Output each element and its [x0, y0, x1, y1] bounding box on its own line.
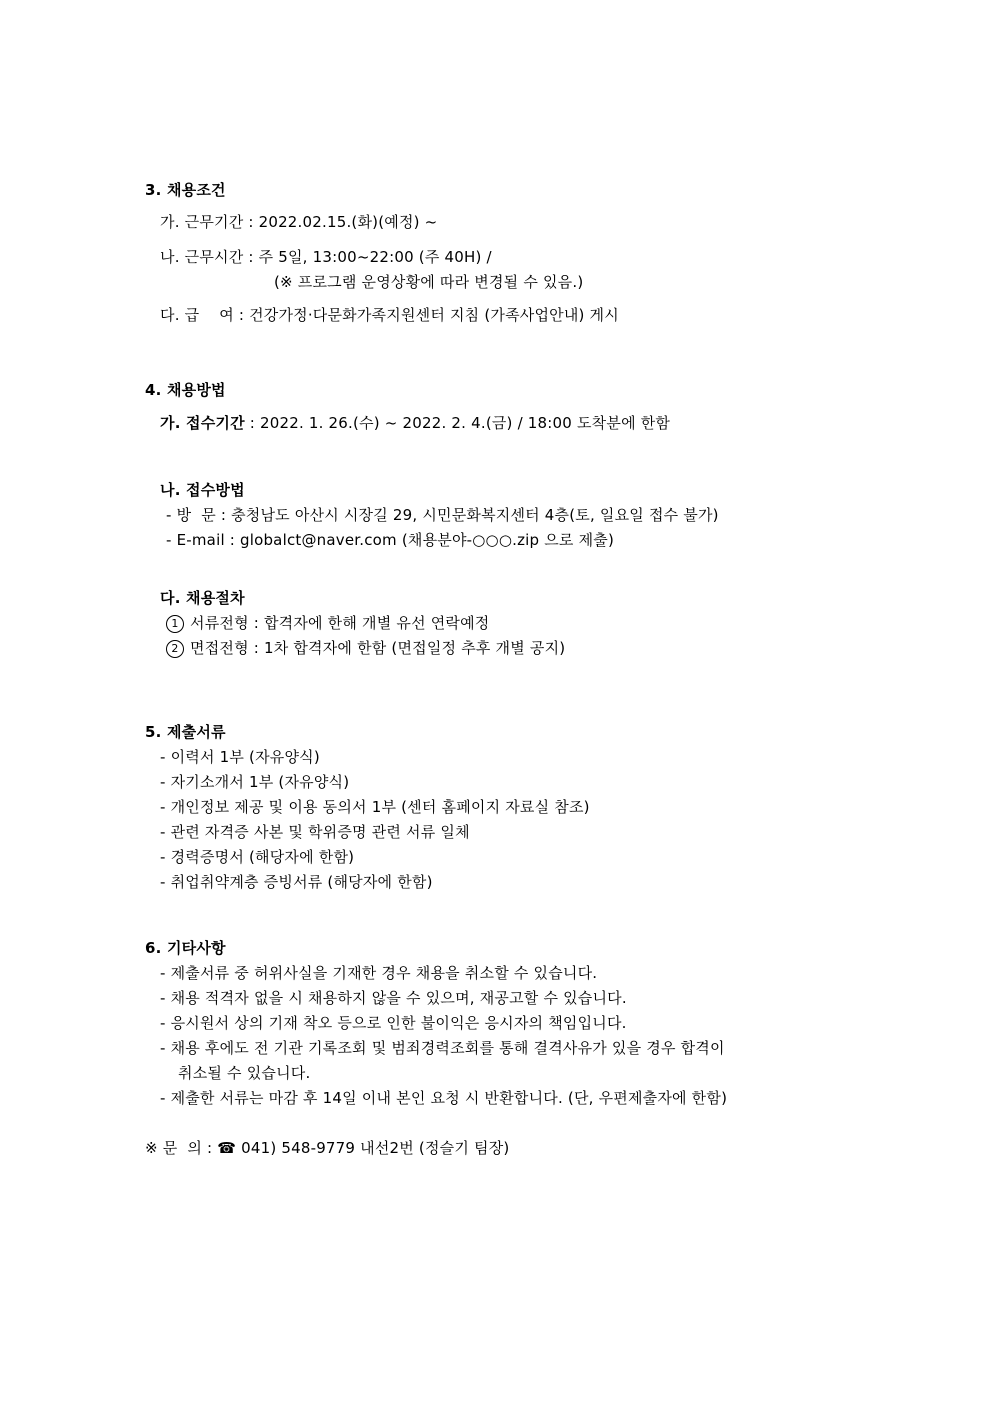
contact-line: ※ 문 의 : ☎ 041) 548-9779 내선2번 (정슬기 팀장)	[145, 1139, 510, 1157]
procedure-step-2	[166, 638, 565, 658]
application-method-title: 나. 접수방법	[160, 481, 245, 499]
circled-number-1: 1	[166, 615, 184, 633]
note-item: - 응시원서 상의 기재 착오 등으로 인한 불이익은 응시자의 책임입니다.	[160, 1014, 627, 1032]
document-item: - 관련 자격증 사본 및 학위증명 관련 서류 일체	[160, 823, 470, 841]
application-period-label: 가. 접수기간	[160, 414, 245, 432]
work-hours-note: (※ 프로그램 운영상황에 따라 변경될 수 있음.)	[274, 273, 584, 291]
note-item: - 제출서류 중 허위사실을 기재한 경우 채용을 취소할 수 있습니다.	[160, 964, 598, 982]
document-item: - 이력서 1부 (자유양식)	[160, 748, 320, 766]
procedure-step-1-text: 서류전형 : 합격자에 한해 개별 유선 연락예정	[190, 614, 490, 632]
application-period-value: : 2022. 1. 26.(수) ~ 2022. 2. 4.(금) / 18:00 도착분에 한함	[244, 414, 671, 432]
hiring-procedure-title: 다. 채용절차	[160, 589, 245, 607]
document-item: - 경력증명서 (해당자에 한함)	[160, 848, 355, 866]
section-5-title: 5. 제출서류	[145, 723, 226, 741]
visit-method: - 방 문 : 충청남도 아산시 시장길 29, 시민문화복지센터 4층(토, 일요일 접수 불가)	[166, 506, 719, 524]
email-method: - E-mail : globalct@naver.com (채용분야-○○○.zip 으로 제출)	[166, 531, 615, 549]
work-period: 가. 근무기간 : 2022.02.15.(화)(예정) ~	[160, 213, 438, 231]
section-6-title: 6. 기타사항	[145, 939, 226, 957]
document-item: - 자기소개서 1부 (자유양식)	[160, 773, 350, 791]
note-item: - 채용 후에도 전 기관 기록조회 및 범죄경력조회를 통해 결격사유가 있을 경우 합격이	[160, 1039, 725, 1057]
procedure-step-2-text: 면접전형 : 1차 합격자에 한함 (면접일정 추후 개별 공지)	[190, 639, 566, 657]
document-item: - 취업취약계층 증빙서류 (해당자에 한함)	[160, 873, 433, 891]
application-period	[160, 413, 670, 433]
procedure-step-1	[166, 613, 489, 633]
section-3-title: 3. 채용조건	[145, 181, 226, 199]
document-item: - 개인정보 제공 및 이용 동의서 1부 (센터 홈페이지 자료실 참조)	[160, 798, 590, 816]
section-4-title: 4. 채용방법	[145, 381, 226, 399]
note-item: - 채용 적격자 없을 시 채용하지 않을 수 있으며, 재공고할 수 있습니다.	[160, 989, 627, 1007]
circled-number-2: 2	[166, 640, 184, 658]
note-item: - 제출한 서류는 마감 후 14일 이내 본인 요청 시 반환합니다. (단, 우편제출자에 한함)	[160, 1089, 728, 1107]
work-hours: 나. 근무시간 : 주 5일, 13:00~22:00 (주 40H) /	[160, 248, 492, 266]
salary: 다. 급 여 : 건강가정·다문화가족지원센터 지침 (가족사업안내) 게시	[160, 306, 619, 324]
note-item-continued: 취소될 수 있습니다.	[178, 1064, 311, 1082]
